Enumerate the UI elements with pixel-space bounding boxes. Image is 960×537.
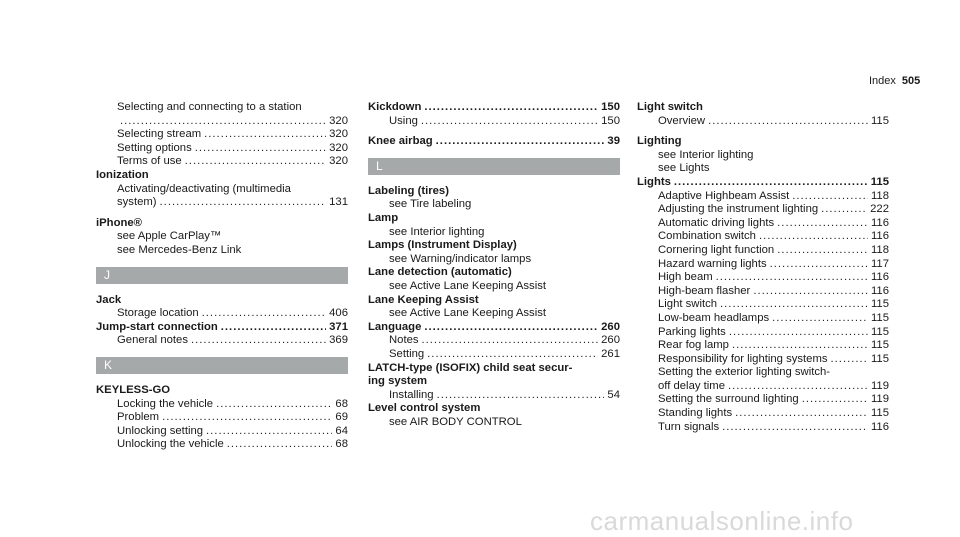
- page-ref[interactable]: 115: [870, 114, 889, 127]
- page-ref[interactable]: 320: [329, 128, 348, 141]
- leader-dots: [708, 115, 868, 129]
- entry-text: LATCH-type (ISOFIX) child seat secur-: [368, 361, 573, 374]
- page-ref[interactable]: 260: [601, 334, 620, 347]
- index-entry[interactable]: [637, 135, 889, 149]
- leader-dots: [821, 203, 867, 217]
- index-subentry[interactable]: [96, 307, 348, 321]
- leader-dots: [191, 334, 326, 348]
- page-number: 505: [901, 75, 921, 87]
- index-subentry[interactable]: [637, 285, 889, 299]
- leader-dots: [716, 271, 868, 285]
- entry-text: Rear fog lamp: [658, 339, 729, 352]
- index-entry[interactable]: [368, 362, 620, 376]
- index-subentry[interactable]: [637, 339, 889, 353]
- page-ref[interactable]: 68: [335, 438, 348, 451]
- entry-text: Unlocking the vehicle: [117, 438, 224, 451]
- index-entry[interactable]: [368, 101, 620, 115]
- leader-dots: [227, 438, 333, 452]
- index-entry[interactable]: [96, 321, 348, 335]
- leader-dots: [777, 244, 868, 258]
- page-ref[interactable]: 115: [870, 311, 889, 324]
- leader-dots: [216, 398, 332, 412]
- index-subentry[interactable]: [96, 244, 348, 258]
- page-ref[interactable]: 115: [870, 339, 889, 352]
- entry-text: Automatic driving lights: [658, 216, 775, 229]
- page-ref[interactable]: 39: [607, 135, 620, 148]
- index-subentry[interactable]: [637, 271, 889, 285]
- watermark: carmanualsonline.info: [590, 506, 854, 536]
- entry-text: Parking lights: [658, 325, 726, 338]
- leader-dots: [802, 393, 868, 407]
- leader-dots: [759, 230, 868, 244]
- entry-text: see Apple CarPlay™: [117, 230, 222, 243]
- index-entry[interactable]: [368, 375, 620, 389]
- entry-text: Jack: [96, 293, 122, 306]
- page-header: [869, 75, 920, 87]
- entry-text: Light switch: [658, 298, 718, 311]
- page-ref[interactable]: 115: [870, 407, 889, 420]
- index-subentry[interactable]: [637, 298, 889, 312]
- entry-text: Lighting: [637, 135, 682, 148]
- leader-dots: [424, 101, 598, 115]
- entry-text: Lane Keeping Assist: [368, 293, 479, 306]
- entry-text: Knee airbag: [368, 135, 433, 148]
- page-ref[interactable]: 54: [607, 388, 620, 401]
- index-subentry[interactable]: [96, 425, 348, 439]
- entry-text: see Active Lane Keeping Assist: [389, 307, 547, 320]
- leader-dots: [424, 321, 598, 335]
- section-letter-bar: J: [96, 267, 348, 284]
- index-entry[interactable]: [96, 384, 348, 398]
- entry-text: see Interior lighting: [658, 148, 754, 161]
- index-subentry[interactable]: [368, 280, 620, 294]
- page-ref[interactable]: 69: [335, 411, 348, 424]
- index-entry[interactable]: [368, 321, 620, 335]
- index-subentry[interactable]: [96, 398, 348, 412]
- index-subentry[interactable]: [637, 162, 889, 176]
- page-ref[interactable]: 320: [329, 114, 348, 127]
- entry-text: Lane detection (automatic): [368, 266, 512, 279]
- section-letter-bar: K: [96, 357, 348, 374]
- leader-dots: [421, 115, 598, 129]
- index-subentry[interactable]: [96, 438, 348, 452]
- entry-text: Cornering light function: [658, 243, 775, 256]
- index-entry[interactable]: [637, 101, 889, 115]
- entry-text: Locking the vehicle: [117, 397, 214, 410]
- index-subentry[interactable]: [96, 196, 348, 210]
- index-subentry[interactable]: [637, 393, 889, 407]
- index-subentry[interactable]: [96, 411, 348, 425]
- page-ref[interactable]: 320: [329, 155, 348, 168]
- index-subentry[interactable]: [637, 217, 889, 231]
- page-ref[interactable]: 116: [870, 284, 889, 297]
- index-subentry[interactable]: [368, 334, 620, 348]
- index-entry[interactable]: [368, 266, 620, 280]
- index-entry[interactable]: [637, 176, 889, 190]
- entry-text: see Warning/indicator lamps: [389, 252, 532, 265]
- leader-dots: [728, 380, 868, 394]
- entry-text: Problem: [117, 411, 160, 424]
- entry-text: Setting the surround lighting: [658, 393, 799, 406]
- page-ref[interactable]: 115: [870, 298, 889, 311]
- spacer: [96, 210, 348, 217]
- index-entry[interactable]: [368, 402, 620, 416]
- section-letter-bar: L: [368, 158, 620, 175]
- index-entry[interactable]: [368, 135, 620, 149]
- page-ref[interactable]: 150: [601, 114, 620, 127]
- index-subentry[interactable]: [368, 253, 620, 267]
- leader-dots: [422, 334, 599, 348]
- page-ref[interactable]: 116: [870, 230, 889, 243]
- entry-text: Lights: [637, 175, 671, 188]
- leader-dots: [674, 176, 868, 190]
- index-subentry[interactable]: [637, 366, 889, 380]
- entry-text: Low-beam headlamps: [658, 311, 770, 324]
- index-column-2: [368, 101, 620, 429]
- page-ref[interactable]: 131: [329, 196, 348, 209]
- page-ref[interactable]: 118: [870, 189, 889, 202]
- entry-text: Adjusting the instrument lighting: [658, 203, 819, 216]
- entry-text: see Mercedes-Benz Link: [117, 243, 242, 256]
- leader-dots: [436, 135, 605, 149]
- index-subentry[interactable]: [637, 380, 889, 394]
- entry-text: High-beam flasher: [658, 284, 751, 297]
- index-subentry[interactable]: [96, 115, 348, 129]
- index-subentry[interactable]: [637, 258, 889, 272]
- index-subentry[interactable]: [368, 226, 620, 240]
- entry-text: Setting options: [117, 141, 192, 154]
- entry-text: High beam: [658, 271, 713, 284]
- index-subentry[interactable]: [637, 190, 889, 204]
- entry-text: Activating/deactivating (multimedia: [117, 182, 291, 195]
- index-entry[interactable]: [368, 212, 620, 226]
- index-subentry[interactable]: [368, 307, 620, 321]
- index-subentry[interactable]: [637, 115, 889, 129]
- leader-dots: [772, 312, 868, 326]
- index-subentry[interactable]: [637, 230, 889, 244]
- page-ref[interactable]: 150: [601, 101, 620, 113]
- entry-text: KEYLESS-GO: [96, 383, 171, 396]
- leader-dots: [160, 196, 327, 210]
- entry-text: Terms of use: [117, 155, 182, 168]
- index-subentry[interactable]: [637, 353, 889, 367]
- index-subentry[interactable]: [96, 101, 348, 115]
- leader-dots: [732, 339, 868, 353]
- page-ref[interactable]: 406: [329, 307, 348, 320]
- index-entry[interactable]: [96, 294, 348, 308]
- leader-dots: [221, 321, 326, 335]
- index-subentry[interactable]: [637, 407, 889, 421]
- index-entry[interactable]: [96, 169, 348, 183]
- page-ref[interactable]: 119: [870, 393, 889, 406]
- entry-text: Labeling (tires): [368, 184, 449, 197]
- index-subentry[interactable]: [368, 115, 620, 129]
- leader-dots: [185, 155, 326, 169]
- index-entry[interactable]: [368, 239, 620, 253]
- page-ref[interactable]: 64: [335, 424, 348, 437]
- leader-dots: [195, 142, 326, 156]
- page-ref[interactable]: 117: [870, 257, 889, 270]
- page-ref[interactable]: 222: [870, 203, 889, 216]
- entry-text: off delay time: [658, 379, 725, 392]
- index-subentry[interactable]: [637, 326, 889, 340]
- entry-text: Unlocking setting: [117, 424, 204, 437]
- index-subentry[interactable]: [637, 203, 889, 217]
- page-ref[interactable]: 320: [329, 141, 348, 154]
- page-ref[interactable]: 115: [870, 325, 889, 338]
- entry-text: Selecting and connecting to a station: [117, 101, 302, 113]
- page-ref[interactable]: 371: [329, 320, 348, 333]
- entry-text: ing system: [368, 375, 428, 388]
- entry-text: Combination switch: [658, 230, 756, 243]
- entry-text: Overview: [658, 114, 706, 127]
- index-entry[interactable]: [96, 217, 348, 231]
- index-entry[interactable]: [368, 294, 620, 308]
- leader-dots: [204, 128, 326, 142]
- index-subentry[interactable]: [368, 198, 620, 212]
- page-ref[interactable]: 119: [870, 379, 889, 392]
- index-subentry[interactable]: [637, 421, 889, 435]
- index-column-1: [96, 101, 348, 452]
- entry-text: Hazard warning lights: [658, 257, 767, 270]
- page-ref[interactable]: 116: [870, 216, 889, 229]
- leader-dots: [777, 217, 868, 231]
- leader-dots: [437, 389, 605, 403]
- entry-text: Setting the exterior lighting switch-: [658, 366, 831, 379]
- spacer: [368, 128, 620, 135]
- entry-text: General notes: [117, 334, 188, 347]
- page-ref[interactable]: 116: [870, 271, 889, 284]
- entry-text: Light switch: [637, 101, 703, 113]
- entry-text: Level control system: [368, 402, 481, 415]
- index-subentry[interactable]: [368, 416, 620, 430]
- leader-dots: [729, 326, 868, 340]
- leader-dots: [206, 425, 332, 439]
- index-subentry[interactable]: [368, 389, 620, 403]
- leader-dots: [770, 258, 868, 272]
- leader-dots: [202, 307, 326, 321]
- index-subentry[interactable]: [96, 334, 348, 348]
- entry-text: Using: [389, 114, 418, 127]
- entry-text: Adaptive Highbeam Assist: [658, 189, 790, 202]
- leader-dots: [162, 411, 332, 425]
- entry-text: see AIR BODY CONTROL: [389, 415, 522, 428]
- page-ref[interactable]: 261: [601, 347, 620, 360]
- index-subentry[interactable]: [368, 348, 620, 362]
- entry-text: Turn signals: [658, 420, 720, 433]
- entry-text: system): [117, 196, 157, 209]
- entry-text: see Interior lighting: [389, 225, 485, 238]
- index-subentry[interactable]: [637, 312, 889, 326]
- index-subentry[interactable]: [96, 142, 348, 156]
- entry-text: see Tire labeling: [389, 198, 472, 211]
- leader-dots: [831, 353, 868, 367]
- leader-dots: [722, 421, 868, 435]
- index-subentry[interactable]: [96, 183, 348, 197]
- entry-text: Notes: [389, 334, 419, 347]
- entry-text: Selecting stream: [117, 128, 202, 141]
- entry-text: see Active Lane Keeping Assist: [389, 279, 547, 292]
- leader-dots: [792, 190, 868, 204]
- index-subentry[interactable]: [637, 149, 889, 163]
- index-subentry[interactable]: [96, 128, 348, 142]
- leader-dots: [753, 285, 868, 299]
- entry-text: iPhone®: [96, 216, 142, 229]
- entry-text: Lamp: [368, 211, 399, 224]
- entry-text: Responsibility for lighting systems: [658, 352, 828, 365]
- page-ref[interactable]: 116: [870, 420, 889, 433]
- entry-text: Standing lights: [658, 407, 733, 420]
- entry-text: Lamps (Instrument Display): [368, 239, 517, 252]
- index-subentry[interactable]: [96, 155, 348, 169]
- spacer: [637, 128, 889, 135]
- entry-text: see Lights: [658, 162, 710, 175]
- index-entry[interactable]: [368, 185, 620, 199]
- entry-text: Installing: [389, 388, 434, 401]
- page-ref[interactable]: 118: [870, 243, 889, 256]
- entry-text: Ionization: [96, 168, 149, 181]
- index-subentry[interactable]: [96, 230, 348, 244]
- leader-dots: [720, 298, 868, 312]
- page-ref[interactable]: 115: [870, 352, 889, 365]
- entry-text: Language: [368, 320, 422, 333]
- index-subentry[interactable]: [637, 244, 889, 258]
- index-column-3: [637, 101, 889, 434]
- page-ref[interactable]: 260: [601, 320, 620, 333]
- header-label: Index: [869, 75, 896, 87]
- entry-text: Storage location: [117, 307, 199, 320]
- page-ref[interactable]: 369: [329, 334, 348, 347]
- leader-dots: [735, 407, 868, 421]
- page-ref[interactable]: 68: [335, 397, 348, 410]
- entry-text: Setting: [389, 347, 425, 360]
- entry-text: Jump-start connection: [96, 320, 218, 333]
- leader-dots: [120, 115, 326, 129]
- entry-text: Kickdown: [368, 101, 422, 113]
- leader-dots: [427, 348, 598, 362]
- page-ref[interactable]: 115: [870, 175, 889, 188]
